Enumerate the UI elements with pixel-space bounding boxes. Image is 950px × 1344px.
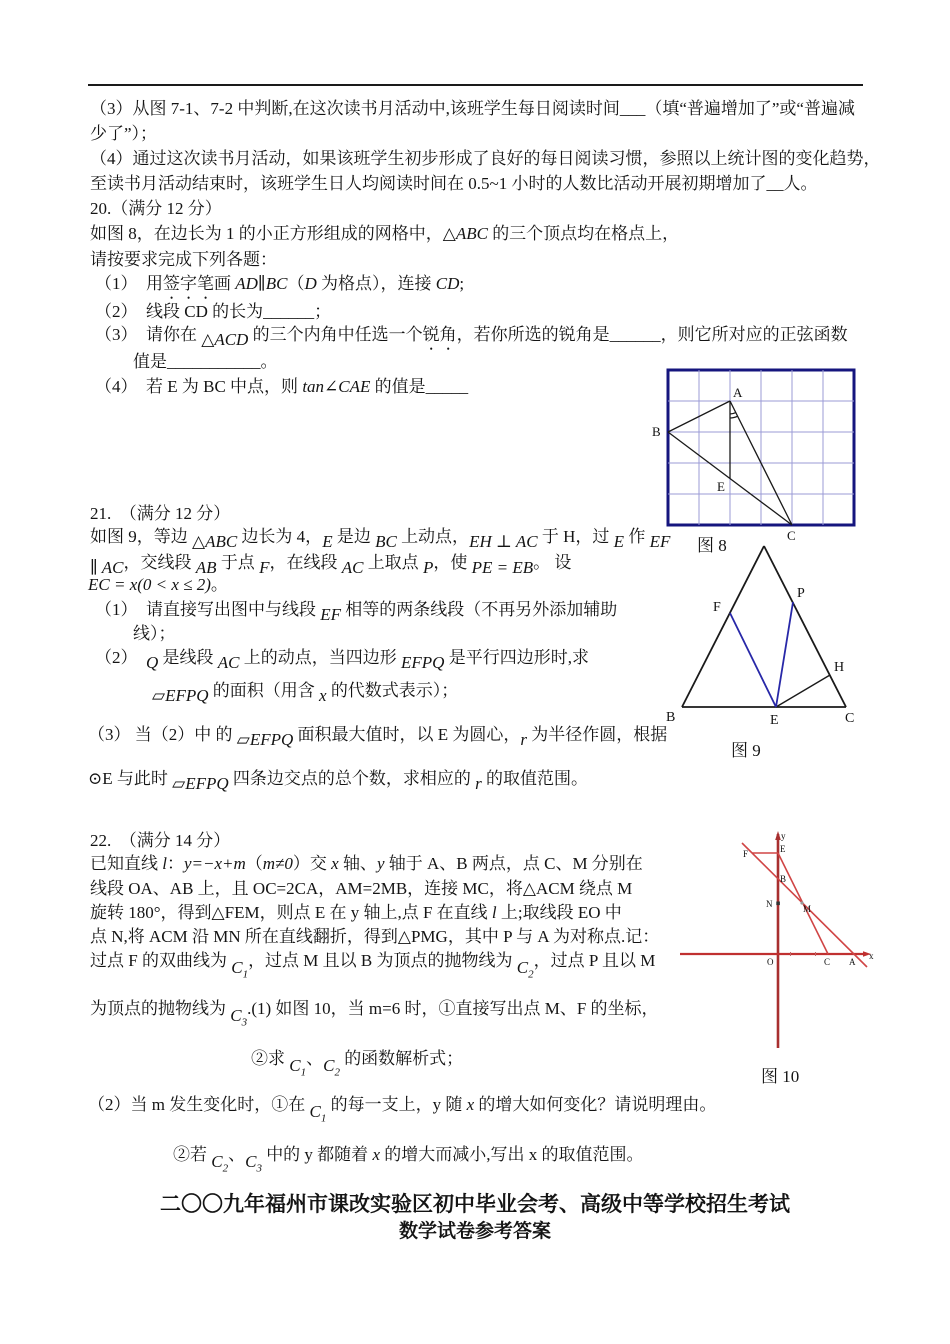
fig10-label-o: O bbox=[767, 957, 774, 967]
q19-line-1: （3）从图 7-1、7-2 中判断,在这次读书月活动中,该班学生每日阅读时间___（填“普遍增加了”或“普遍减 bbox=[90, 99, 855, 118]
fig9-blue-segments bbox=[730, 602, 793, 707]
fig10-label-a: A bbox=[849, 957, 856, 967]
fig10-y-arrow bbox=[775, 831, 781, 840]
fig10-label-e: E bbox=[780, 844, 786, 854]
math-c1: $C_1$ bbox=[309, 1102, 327, 1125]
fig9-segment-ep bbox=[776, 602, 793, 707]
fig8-label-e: E bbox=[717, 479, 725, 494]
q20-item-2: （2） 线段 CD 的长为______； bbox=[95, 302, 332, 321]
q21-heading: 21. （满分 12 分） bbox=[90, 504, 231, 523]
fig10-label-x: x bbox=[869, 951, 874, 961]
fig8-caption: 图 8 bbox=[697, 536, 727, 555]
q21-item-1: （1） 请直接写出图中与线段 EF 相等的两条线段（不再另外添加辅助 bbox=[95, 600, 618, 624]
fig9-segment-ef bbox=[730, 613, 776, 707]
q22-line-8: （2）当 m 发生变化时，①在 $C_1$ 的每一支上，y 随 x 的增大如何变化？请说明理由。 bbox=[88, 1095, 717, 1125]
q22-line-9: ②若 $C_2$、$C_3$ 中的 y 都随着 x 的增大而减小,写出 x 的取值范围。 bbox=[173, 1145, 644, 1175]
math-c3: $C_3$ bbox=[245, 1152, 262, 1175]
fig9-caption: 图 9 bbox=[731, 741, 761, 760]
math-c2: $C_2$ bbox=[211, 1152, 229, 1175]
math-c1: $C_1$ bbox=[231, 958, 249, 981]
footer-title: 二〇〇九年福州市课改实验区初中毕业会考、高级中等学校招生考试 bbox=[160, 1192, 790, 1216]
fig9-label-c: C bbox=[845, 711, 855, 726]
fig9-label-f: F bbox=[713, 600, 721, 615]
q22-line-6: 为顶点的抛物线为 $C_3.(1)$ 如图 10，当 m=6 时，①直接写出点 M、F 的坐标， bbox=[90, 999, 659, 1029]
q22-line-4: 点 N,将 ACM 沿 MN 所在直线翻折，得到△PMG，其中 P 与 A 为对称点.记： bbox=[90, 927, 660, 946]
q20-intro-2: 请按要求完成下列各题： bbox=[90, 250, 277, 269]
figure-9-triangle bbox=[658, 538, 858, 763]
q20-item-3b: 值是___________。 bbox=[133, 352, 278, 371]
top-rule bbox=[88, 84, 863, 86]
q20-heading: 20.（满分 12 分） bbox=[90, 199, 222, 218]
fig9-label-b: B bbox=[666, 710, 676, 725]
q19-line-3: （4）通过这次读书月活动，如果该班学生初步形成了良好的每日阅读习惯，参照以上统计图的变化趋势， bbox=[90, 149, 881, 168]
q22-line-1: 已知直线 l：y=−x+m（m≠0）交 x 轴、y 轴于 A、B 两点，点 C、M 分别在 bbox=[90, 854, 643, 873]
fig8-label-c: C bbox=[787, 528, 796, 543]
figure-8-grid bbox=[652, 368, 856, 543]
fig10-label-n: N bbox=[766, 899, 773, 909]
figure-10-axes bbox=[560, 825, 890, 1060]
footer-subtitle: 数学试卷参考答案 bbox=[398, 1221, 551, 1242]
q20-item-4: （4） 若 E 为 BC 中点，则 tan∠CAE 的值是_____ bbox=[95, 377, 469, 396]
q21-item-3: （3） 当（2）中 的 ▱EFPQ 面积最大值时，以 E 为圆心，r 为半径作圆，根据 bbox=[88, 725, 668, 749]
q22-line-7: ②求 $C_1$、$C_2$ 的函数解析式； bbox=[251, 1049, 464, 1079]
q21-line-1: 如图 9，等边 △ABC 边长为 4，E 是边 BC 上动点，EH ⊥ AC 于 H，过 E 作 EF bbox=[90, 527, 671, 551]
q22-line-5: 过点 F 的双曲线为 $C_1$，过点 M 且以 B 为顶点的抛物线为 $C_2$，过点 P 且以 M bbox=[90, 951, 656, 981]
fig8-label-b: B bbox=[652, 424, 661, 439]
fig10-label-f: F bbox=[743, 849, 749, 859]
fig10-label-c: C bbox=[824, 957, 831, 967]
q21-item-1b: 线）； bbox=[133, 624, 176, 643]
fig10-label-m: M bbox=[803, 904, 812, 914]
q20-item-3: （3） 请你在 △ACD 的三个内角中任选一个锐角，若你所选的锐角是______，则它所对应的正弦函数 bbox=[95, 325, 848, 349]
q21-line-2: ∥ AC，交线段 AB 于点 F，在线段 AC 上取点 P，使 PE = EB。 设 bbox=[90, 553, 572, 577]
q21-item-3b: ⊙E 与此时 ▱EFPQ 四条边交点的总个数，求相应的 r 的取值范围。 bbox=[88, 769, 589, 793]
fig9-segment-eh bbox=[776, 675, 830, 707]
fig9-label-h: H bbox=[834, 660, 845, 675]
fig10-label-y: y bbox=[781, 831, 786, 841]
math-c3: $C_3$ bbox=[230, 1006, 248, 1029]
q21-item-2: （2） Q 是线段 AC 上的动点，当四边形 EFPQ 是平行四边形时,求 bbox=[95, 648, 589, 672]
q21-item-2b: ▱EFPQ 的面积（用含 x 的代数式表示）； bbox=[152, 681, 459, 705]
math-c2: $C_2$ bbox=[323, 1056, 340, 1079]
fig10-point-n bbox=[776, 902, 780, 906]
fig10-label-b: B bbox=[780, 874, 787, 884]
math-c1: $C_1$ bbox=[289, 1056, 307, 1079]
q22-heading: 22. （满分 14 分） bbox=[90, 831, 231, 850]
fig8-label-a: A bbox=[733, 385, 743, 400]
q21-line-3: EC = x(0 < x ≤ 2)。 bbox=[88, 575, 228, 594]
fig10-caption: 图 10 bbox=[761, 1067, 800, 1086]
q20-intro: 如图 8，在边长为 1 的小正方形组成的网格中，△ABC 的三个顶点均在格点上， bbox=[90, 224, 680, 243]
fig9-label-e: E bbox=[770, 713, 779, 728]
q19-line-2: 少了”）； bbox=[90, 124, 158, 143]
q19-line-4: 至读书月活动结束时，该班学生日人均阅读时间在 0.5~1 小时的人数比活动开展初期增加了__人。 bbox=[90, 174, 818, 193]
math-c2: $C_2$ bbox=[516, 958, 534, 981]
q22-line-2: 线段 OA、AB 上，且 OC=2CA，AM=2MB，连接 MC，将△ACM 绕点 M bbox=[90, 879, 633, 898]
fig10-labels bbox=[743, 831, 874, 967]
q22-line-3: 旋转 180°，得到△FEM，则点 E 在 y 轴上,点 F 在直线 l 上;取线段 EO 中 bbox=[90, 903, 622, 922]
fig9-label-p: P bbox=[797, 586, 805, 601]
q20-item-1: （1） 用签字笔画 AD∥BC（D 为格点），连接 CD; bbox=[95, 274, 465, 293]
